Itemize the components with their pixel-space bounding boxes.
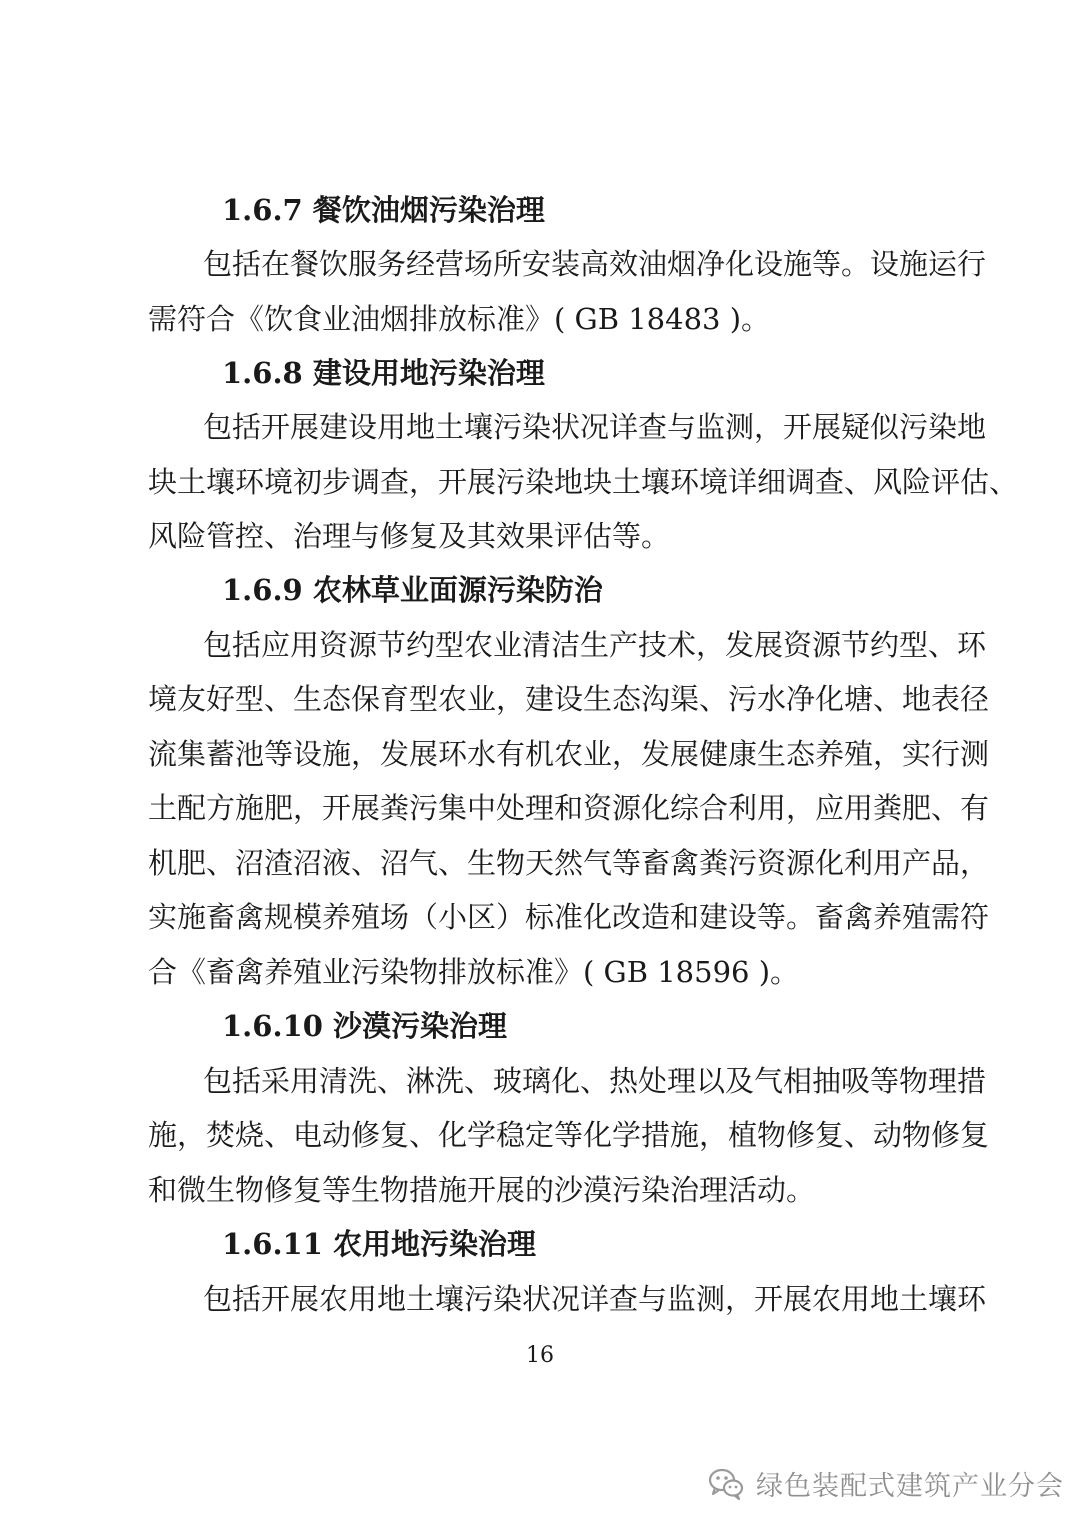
watermark-text: 绿色装配式建筑产业分会 — [756, 1470, 1064, 1502]
section-heading-1-6-10: 1.6.10 沙漠污染治理 — [222, 1009, 508, 1043]
paragraph-line: 包括在餐饮服务经营场所安装高效油烟净化设施等。设施运行 — [203, 247, 987, 281]
paragraph-line: 流集蓄池等设施，发展环水有机农业，发展健康生态养殖，实行测 — [148, 737, 990, 771]
paragraph-line: 风险管控、治理与修复及其效果评估等。 — [148, 519, 671, 553]
paragraph-line: 施，焚烧、电动修复、化学稳定等化学措施，植物修复、动物修复 — [148, 1118, 990, 1152]
paragraph-line: 包括应用资源节约型农业清洁生产技术，发展资源节约型、环 — [203, 628, 987, 662]
paragraph-line: 需符合《饮食业油烟排放标准》( GB 18483 )。 — [148, 302, 771, 336]
paragraph-line: 包括采用清洗、淋洗、玻璃化、热处理以及气相抽吸等物理措 — [203, 1064, 987, 1098]
paragraph-line: 机肥、沼渣沼液、沼气、生物天然气等畜禽粪污资源化利用产品， — [148, 846, 990, 880]
section-heading-1-6-8: 1.6.8 建设用地污染治理 — [222, 356, 545, 390]
paragraph-line: 和微生物修复等生物措施开展的沙漠污染治理活动。 — [148, 1173, 816, 1207]
section-heading-1-6-11: 1.6.11 农用地污染治理 — [222, 1227, 537, 1261]
paragraph-line: 实施畜禽规模养殖场（小区）标准化改造和建设等。畜禽养殖需符 — [148, 900, 990, 934]
wechat-icon — [706, 1463, 746, 1503]
section-heading-1-6-9: 1.6.9 农林草业面源污染防治 — [222, 573, 603, 607]
paragraph-line: 土配方施肥，开展粪污集中处理和资源化综合利用，应用粪肥、有 — [148, 791, 990, 825]
paragraph-line: 包括开展农用地土壤污染状况详查与监测，开展农用地土壤环 — [203, 1282, 987, 1316]
paragraph-line: 合《畜禽养殖业污染物排放标准》( GB 18596 )。 — [148, 955, 800, 989]
paragraph-line: 块土壤环境初步调查，开展污染地块土壤环境详细调查、风险评估、 — [148, 465, 1019, 499]
watermark — [706, 1460, 1064, 1506]
section-heading-1-6-7: 1.6.7 餐饮油烟污染治理 — [222, 193, 545, 227]
page-number: 16 — [526, 1343, 554, 1368]
paragraph-line: 包括开展建设用地土壤污染状况详查与监测，开展疑似污染地 — [203, 410, 987, 444]
paragraph-line: 境友好型、生态保育型农业，建设生态沟渠、污水净化塘、地表径 — [148, 682, 990, 716]
